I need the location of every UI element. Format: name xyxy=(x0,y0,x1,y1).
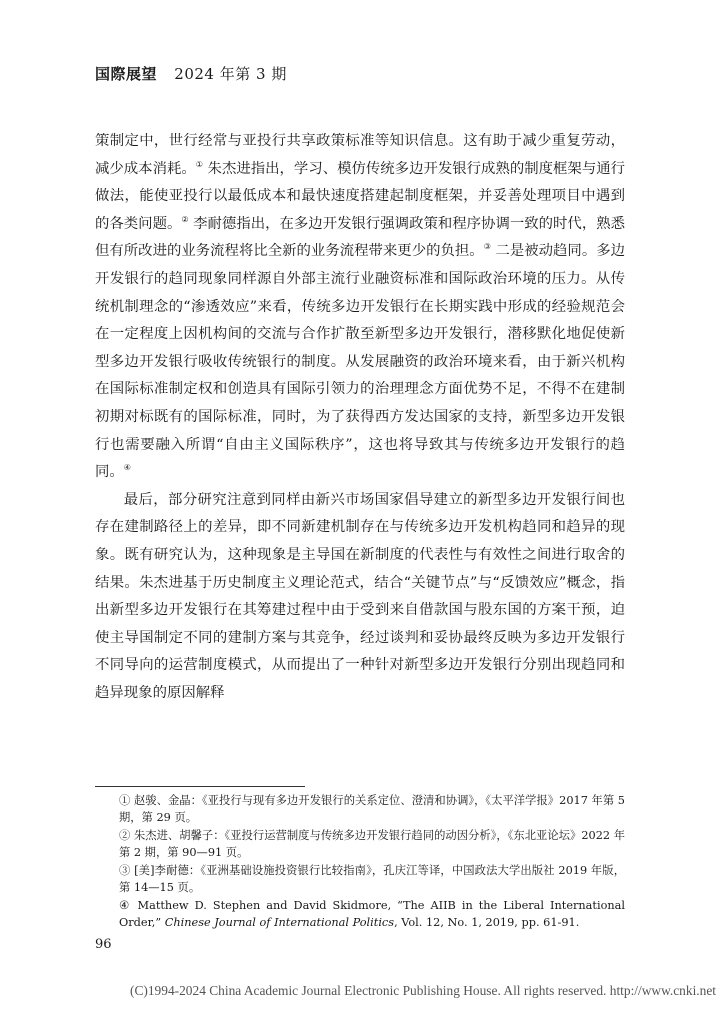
footnote-ref-1[interactable]: ① xyxy=(195,159,203,169)
footnote-2: ② 朱杰进、胡馨子：《亚投行运营制度与传统多边开发银行趋同的动因分析》，《东北亚论坛》2022 年第 2 期，第 90—91 页。 xyxy=(119,829,625,859)
footnote-1: ① 赵骏、金晶：《亚投行与现有多边开发银行的关系定位、澄清和协调》，《太平洋学报》2017 年第 5 期，第 29 页。 xyxy=(119,794,625,824)
footnote-ref-4[interactable]: ④ xyxy=(123,463,131,473)
paragraph-2: 最后，部分研究注意到同样由新兴市场国家倡导建立的新型多边开发银行间也存在建制路径上的差异，即不同新建机制存在与传统多边开发机构趋同和趋异的现象。既有研究认为，这种现象是主导国在新制度的代表性与有效性之间进行取舍的结果。朱杰进基于历史制度主义理论范式，结合“关键节点”与“反馈效应”概念，指出新型多边开发银行在其筹建过程中由于受到来自借款国与股东国的方案干预，迫使主导国制定不同的建制方案与其竞争，经过谈判和妥协最终反映为多边开发银行不同导向的运营制度模式，从而提出了一种针对新型多边开发银行分别出现趋同和趋异现象的原因解释 xyxy=(95,491,625,701)
footnotes xyxy=(95,792,625,932)
footnote-ref-3[interactable]: ③ xyxy=(483,242,491,252)
text-span: 朱杰进指出，学习、模仿传统多边开发银行成熟的制度框架与通行做法，能使亚投行以最低成本和最快速度搭建起制度框架，并妥善处理项目中遇到的各类问题。 xyxy=(95,160,626,232)
footnote-3: ③ [美]李耐德：《亚洲基础设施投资银行比较指南》，孔庆江等译，中国政法大学出版社 2019 年版，第 14—15 页。 xyxy=(119,864,625,894)
footnote-4-details: , Vol. 12, No. 1, 2019, pp. 61-91. xyxy=(394,916,580,929)
copyright-notice: (C)1994-2024 China Academic Journal Electronic Publishing House. All rights reserved. http://www.cnki.net xyxy=(130,983,716,998)
running-header xyxy=(95,63,287,84)
issue-label: 2024 年第 3 期 xyxy=(174,65,287,83)
footnote-ref-2[interactable]: ② xyxy=(181,214,189,224)
text-span: 二是被动趋同。多边开发银行的趋同现象同样源自外部主流行业融资标准和国际政治环境的压力。从传统机制理念的“渗透效应”来看，传统多边开发银行在长期实践中形成的经验规范会在一定程度上因机构间的交流与合作扩散至新型多边开发银行，潜移默化地促使新型多边开发银行吸收传统银行的制度。从发展融资的政治环境来看，由于新兴机构在国际标准制定权和创造具有国际引领力的治理理念方面优势不足，不得不在建制初期对标既有的国际标准，同时，为了获得西方发达国家的支持，新型多边开发银行也需要融入所谓“自由主义国际秩序”，这也将导致其与传统多边开发银行的趋同。 xyxy=(95,243,626,481)
footnote-divider xyxy=(95,786,305,787)
footnote-4 xyxy=(95,897,625,931)
journal-name: 国際展望 xyxy=(95,65,158,83)
paragraph-1 xyxy=(95,128,625,487)
text-span: 李耐德指出，在多边开发银行强调政策和程序协调一致的时代，熟悉但有所改进的业务流程将比全新的业务流程带来更少的负担。 xyxy=(95,215,625,260)
footnote-4-journal: Chinese Journal of International Politics xyxy=(164,916,395,929)
footnote-4-authors: ④ Matthew D. Stephen and David Skidmore, “The AIIB in the Liberal International Order,” xyxy=(119,899,625,929)
body-text xyxy=(95,128,625,707)
page-number: 96 xyxy=(95,937,112,952)
text-span: 策制定中，世行经常与亚投行共享政策标准等知识信息。这有助于减少重复劳动，减少成本消耗。 xyxy=(95,133,625,177)
